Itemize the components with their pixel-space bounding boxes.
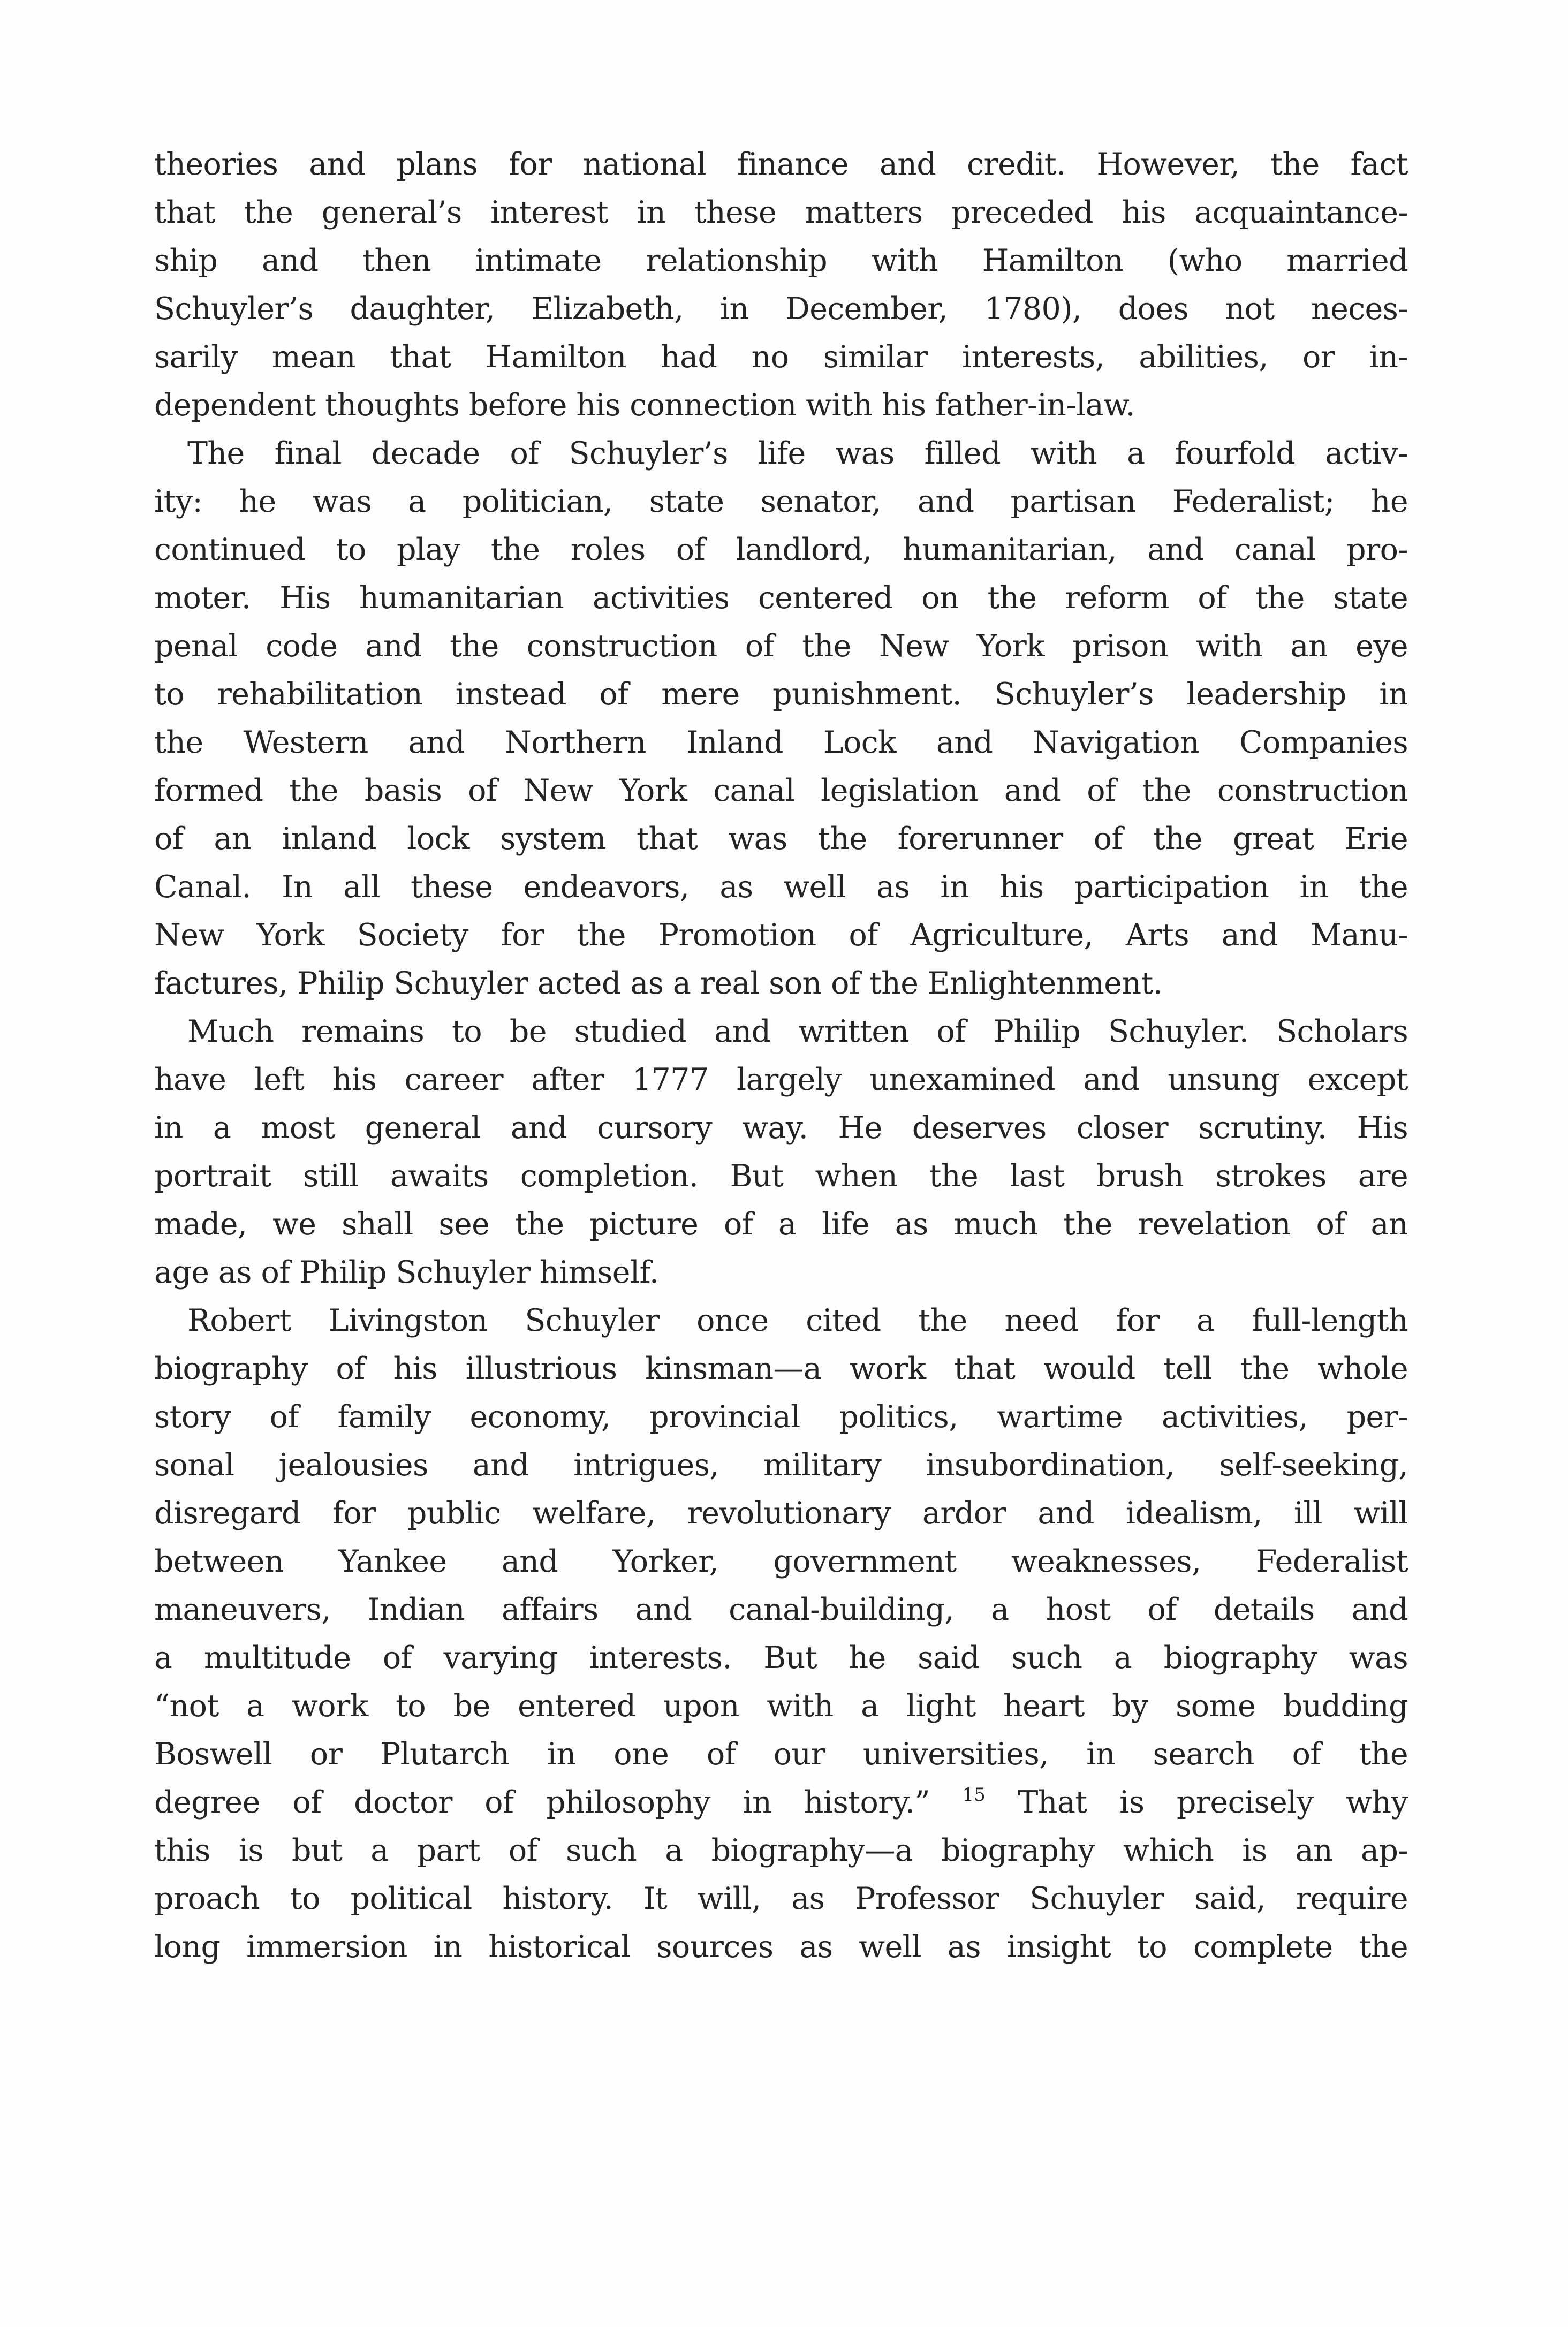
paragraph-2 (154, 429, 1408, 1007)
body-text (154, 140, 1408, 1971)
text-line: have left his career after 1777 largely unexamined and unsung except (154, 1062, 1408, 1097)
text-line: New York Society for the Promotion of Agriculture, Arts and Manu- (154, 918, 1408, 953)
quote-text: degree of doctor of philosophy in history.” (154, 1785, 930, 1820)
footnote-reference[interactable]: 15 (962, 1784, 986, 1806)
text-line: long immersion in historical sources as well as insight to complete the (154, 1929, 1408, 1965)
paragraph-4 (154, 1297, 1408, 1971)
text-line: Robert Livingston Schuyler once cited the need for a full-length (187, 1303, 1408, 1338)
text-line: this is but a part of such a biography—a biography which is an ap- (154, 1833, 1408, 1868)
paragraph-3 (154, 1007, 1408, 1297)
text-line: theories and plans for national finance and credit. However, the fact (154, 147, 1408, 182)
text-line: Schuyler’s daughter, Elizabeth, in December, 1780), does not neces- (154, 291, 1408, 327)
text-line: maneuvers, Indian affairs and canal-building, a host of details and (154, 1592, 1408, 1627)
text-line: penal code and the construction of the New York prison with an eye (154, 628, 1408, 664)
text-line: that the general’s interest in these matters preceded his acquaintance- (154, 195, 1408, 230)
text-line: Boswell or Plutarch in one of our universities, in search of the (154, 1737, 1408, 1772)
text-line: the Western and Northern Inland Lock and Navigation Companies (154, 725, 1408, 760)
text-line: sonal jealousies and intrigues, military insubordination, self-seeking, (154, 1447, 1408, 1483)
text-line: a multitude of varying interests. But he said such a biography was (154, 1640, 1408, 1676)
text-line: portrait still awaits completion. But when the last brush strokes are (154, 1158, 1408, 1194)
text-line: sarily mean that Hamilton had no similar interests, abilities, or in- (154, 339, 1408, 375)
text-line: The final decade of Schuyler’s life was filled with a fourfold activ- (187, 436, 1408, 471)
text-line: to rehabilitation instead of mere punishment. Schuyler’s leadership in (154, 677, 1408, 712)
text-line: “not a work to be entered upon with a light heart by some budding (154, 1688, 1408, 1724)
text-line: Canal. In all these endeavors, as well as in his participation in the (154, 869, 1408, 905)
text-line: ity: he was a politician, state senator, and partisan Federalist; he (154, 484, 1408, 519)
text-line: ship and then intimate relationship with Hamilton (who married (154, 243, 1408, 278)
text-line: story of family economy, provincial politics, wartime activities, per- (154, 1399, 1408, 1435)
text-line: continued to play the roles of landlord, humanitarian, and canal pro- (154, 532, 1408, 567)
text-line: formed the basis of New York canal legislation and of the construction (154, 773, 1408, 808)
text-line: of an inland lock system that was the forerunner of the great Erie (154, 821, 1408, 856)
text-line: factures, Philip Schuyler acted as a real son of the Enlightenment. (154, 966, 1163, 1001)
text-line: dependent thoughts before his connection with his father-in-law. (154, 388, 1135, 423)
text-line: age as of Philip Schuyler himself. (154, 1255, 659, 1290)
text-line-with-footnote (154, 1778, 1408, 1826)
text-line: disregard for public welfare, revolutionary ardor and idealism, ill will (154, 1496, 1408, 1531)
paragraph-1 (154, 140, 1408, 429)
text-line: made, we shall see the picture of a life as much the revelation of an (154, 1207, 1408, 1242)
text-line: proach to political history. It will, as Professor Schuyler said, require (154, 1881, 1408, 1916)
text-line: biography of his illustrious kinsman—a work that would tell the whole (154, 1351, 1408, 1386)
text-line: in a most general and cursory way. He deserves closer scrutiny. His (154, 1110, 1408, 1146)
text-line: between Yankee and Yorker, government weaknesses, Federalist (154, 1544, 1408, 1579)
sentence-text: That is precisely why (1018, 1785, 1408, 1820)
text-line: moter. His humanitarian activities centered on the reform of the state (154, 580, 1408, 616)
text-line: Much remains to be studied and written of Philip Schuyler. Scholars (187, 1014, 1408, 1049)
